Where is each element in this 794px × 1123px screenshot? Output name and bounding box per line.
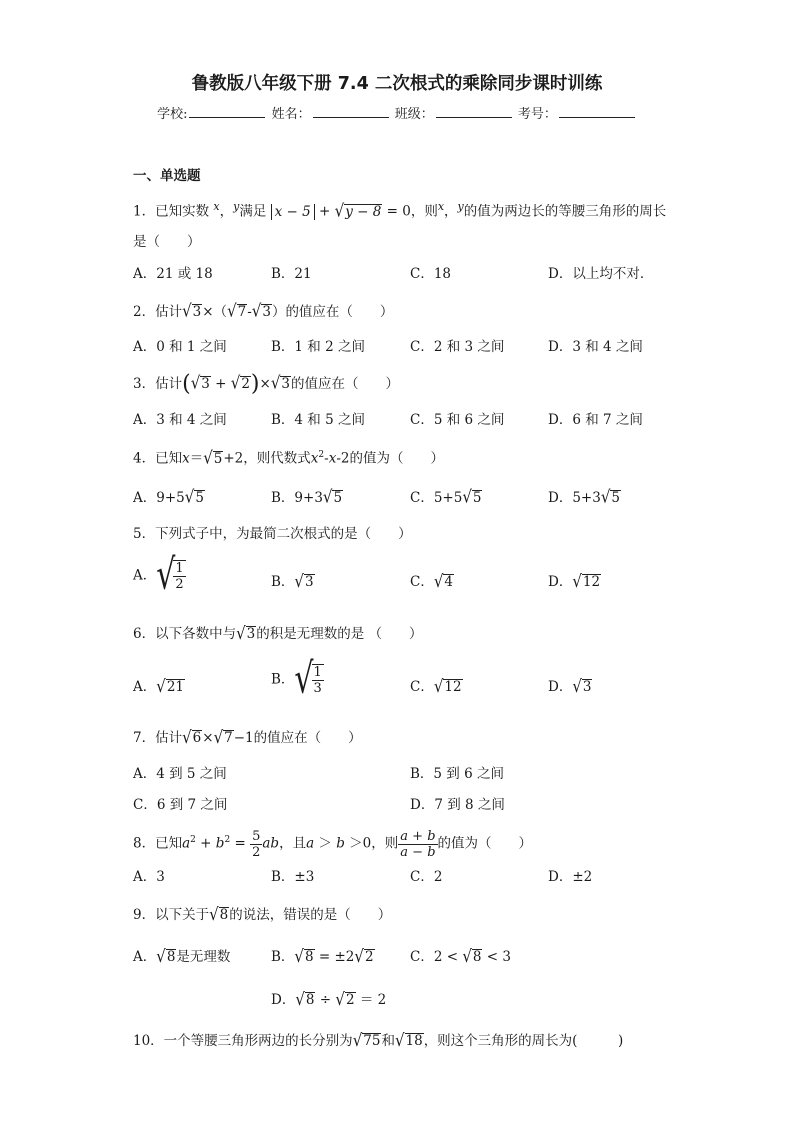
number-label: 考号： <box>517 107 557 122</box>
question-3-stem: 3．估计(√3 + √2)×√3的值应在（ ） <box>133 371 399 397</box>
question-10-stem: 10．一个等腰三角形两边的长分别为√75和√18，则这个三角形的周长为( ) <box>133 1029 624 1051</box>
q7-option-c[interactable]: C．6 到 7 之间 <box>133 797 228 813</box>
q1-option-a[interactable]: A．21 或 18 <box>133 266 213 282</box>
section-title: 一、单选题 <box>133 168 201 184</box>
q1-option-c[interactable]: C．18 <box>410 266 452 282</box>
q9-option-a[interactable]: A．√8是无理数 <box>133 945 231 967</box>
question-7-stem: 7．估计√6×√7−1的值应在（ ） <box>133 726 362 748</box>
q5-option-d[interactable]: D．√12 <box>548 570 601 592</box>
q5-option-c[interactable]: C．√4 <box>410 570 453 592</box>
q9-option-c[interactable]: C．2 < √8 < 3 <box>410 945 511 967</box>
q3-option-a[interactable]: A．3 和 4 之间 <box>133 412 227 428</box>
q7-option-b[interactable]: B．5 到 6 之间 <box>410 766 504 782</box>
q8-option-b[interactable]: B．±3 <box>271 869 315 885</box>
q2-option-a[interactable]: A．0 和 1 之间 <box>133 339 227 355</box>
q9-option-d[interactable]: D．√8 ÷ √2 ＝ 2 <box>271 988 387 1010</box>
question-5-stem: 5．下列式子中，为最简二次根式的是（ ） <box>133 526 412 542</box>
q4-option-b[interactable]: B．9+3√5 <box>271 486 343 508</box>
q6-option-b[interactable]: B．√ $\frac{1}{3}$ <box>271 654 322 704</box>
question-8-stem: 8．已知$a^2 + b^2$ = $\frac{5}{2}$ ab，且a ＞ b ＞0，则 $\frac{a + b}{a - b}$ 的值为（ ） <box>133 828 533 860</box>
class-field[interactable] <box>436 105 512 118</box>
school-field[interactable] <box>189 105 265 118</box>
q9-option-b[interactable]: B．√8 = ±2√2 <box>271 945 374 967</box>
question-9-stem: 9．以下关于√8的说法，错误的是（ ） <box>133 903 392 925</box>
q3-option-d[interactable]: D．6 和 7 之间 <box>548 412 643 428</box>
q7-option-d[interactable]: D．7 到 8 之间 <box>410 797 505 813</box>
q2-option-b[interactable]: B．1 和 2 之间 <box>271 339 365 355</box>
question-1-stem: 1．已知实数 $^x$，$^y$满足 x − 5 + √y − 8 = 0，则$^x$，$^y$的值为两边长的等腰三角形的周长 <box>133 200 667 221</box>
q4-option-a[interactable]: A．9+5√5 <box>133 486 204 508</box>
q1-option-b[interactable]: B．21 <box>271 266 312 282</box>
q3-option-c[interactable]: C．5 和 6 之间 <box>410 412 505 428</box>
question-6-stem: 6．以下各数中与√3的积是无理数的是 （ ） <box>133 622 423 644</box>
q6-option-d[interactable]: D．√3 <box>548 675 592 697</box>
question-1-stem-cont: 是（ ） <box>133 234 201 250</box>
q4-option-d[interactable]: D．5+3√5 <box>548 486 620 508</box>
class-label: 班级： <box>394 107 434 122</box>
q3-option-b[interactable]: B．4 和 5 之间 <box>271 412 365 428</box>
q6-option-a[interactable]: A．√21 <box>133 675 184 697</box>
name-field[interactable] <box>313 105 389 118</box>
number-field[interactable] <box>559 105 635 118</box>
q8-option-a[interactable]: A．3 <box>133 869 165 885</box>
q2-option-c[interactable]: C．2 和 3 之间 <box>410 339 505 355</box>
school-label: 学校: <box>157 107 188 122</box>
question-4-stem: 4．已知x＝√5+2，则代数式$x^2-x-2$的值为（ ） <box>133 447 444 468</box>
q5-option-b[interactable]: B．√3 <box>271 570 314 592</box>
student-info-line <box>0 103 794 122</box>
q2-option-d[interactable]: D．3 和 4 之间 <box>548 339 643 355</box>
q4-option-c[interactable]: C．5+5√5 <box>410 486 482 508</box>
q6-option-c[interactable]: C．√12 <box>410 675 462 697</box>
q8-option-d[interactable]: D．±2 <box>548 869 593 885</box>
document-title: 鲁教版八年级下册 7.4 二次根式的乘除同步课时训练 <box>191 74 603 94</box>
q5-option-a[interactable]: A．√ $\frac{1}{2}$ <box>133 550 184 600</box>
q8-option-c[interactable]: C．2 <box>410 869 443 885</box>
q1-option-d[interactable]: D．以上均不对． <box>548 266 654 282</box>
q7-option-a[interactable]: A．4 到 5 之间 <box>133 766 227 782</box>
question-2-stem: 2．估计√3×（√7-√3）的值应在（ ） <box>133 300 394 322</box>
name-label: 姓名： <box>271 107 311 122</box>
